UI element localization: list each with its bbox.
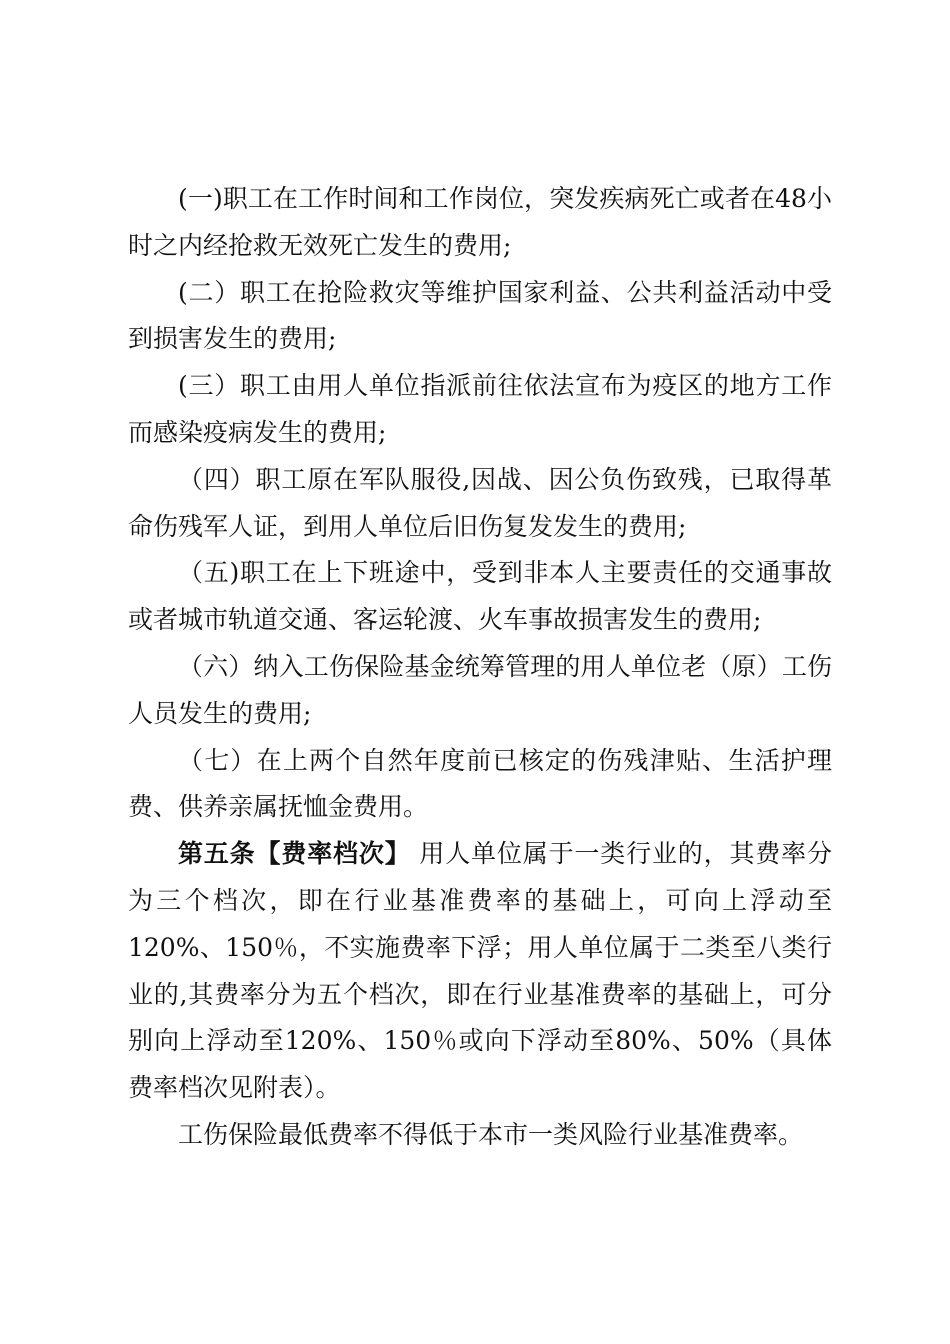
article-5-heading: 第五条【费率档次】 bbox=[178, 839, 411, 869]
list-item-1: (一)职工在工作时间和工作岗位，突发疾病死亡或者在48小时之内经抢救无效死亡发生的费用; bbox=[128, 184, 832, 260]
article-5-body: 用人单位属于一类行业的，其费率分为三个档次，即在行业基准费率的基础上，可向上浮动至120%、150％，不实施费率下浮；用人单位属于二类至八类行业的,其费率分为五个档次，即在行业基准费率的基础上，可分别向上浮动至120%、150％或向下浮动至80%、50%（具体费率档次见附表）。 bbox=[128, 839, 832, 1103]
list-item-4: （四）职工原在军队服役,因战、因公负伤致残，已取得革命伤残军人证，到用人单位后旧伤复发发生的费用; bbox=[128, 464, 832, 541]
closing-paragraph: 工伤保险最低费率不得低于本市一类风险行业基准费率。 bbox=[178, 1119, 804, 1149]
list-item-5: （五)职工在上下班途中，受到非本人主要责任的交通事故或者城市轨道交通、客运轮渡、火车事故损害发生的费用; bbox=[128, 558, 832, 635]
document-body bbox=[128, 176, 832, 1159]
list-item-3: (三）职工由用人单位指派前往依法宣布为疫区的地方工作而感染疫病发生的费用; bbox=[128, 371, 832, 447]
list-item-2: (二）职工在抢险救灾等维护国家利益、公共利益活动中受到损害发生的费用; bbox=[128, 277, 832, 354]
list-item-6: （六）纳入工伤保险基金统筹管理的用人单位老（原）工伤人员发生的费用; bbox=[128, 651, 832, 728]
list-item-7: （七）在上两个自然年度前已核定的伤残津贴、生活护理费、供养亲属抚恤金费用。 bbox=[128, 745, 832, 822]
article-5-paragraph bbox=[128, 831, 832, 1112]
